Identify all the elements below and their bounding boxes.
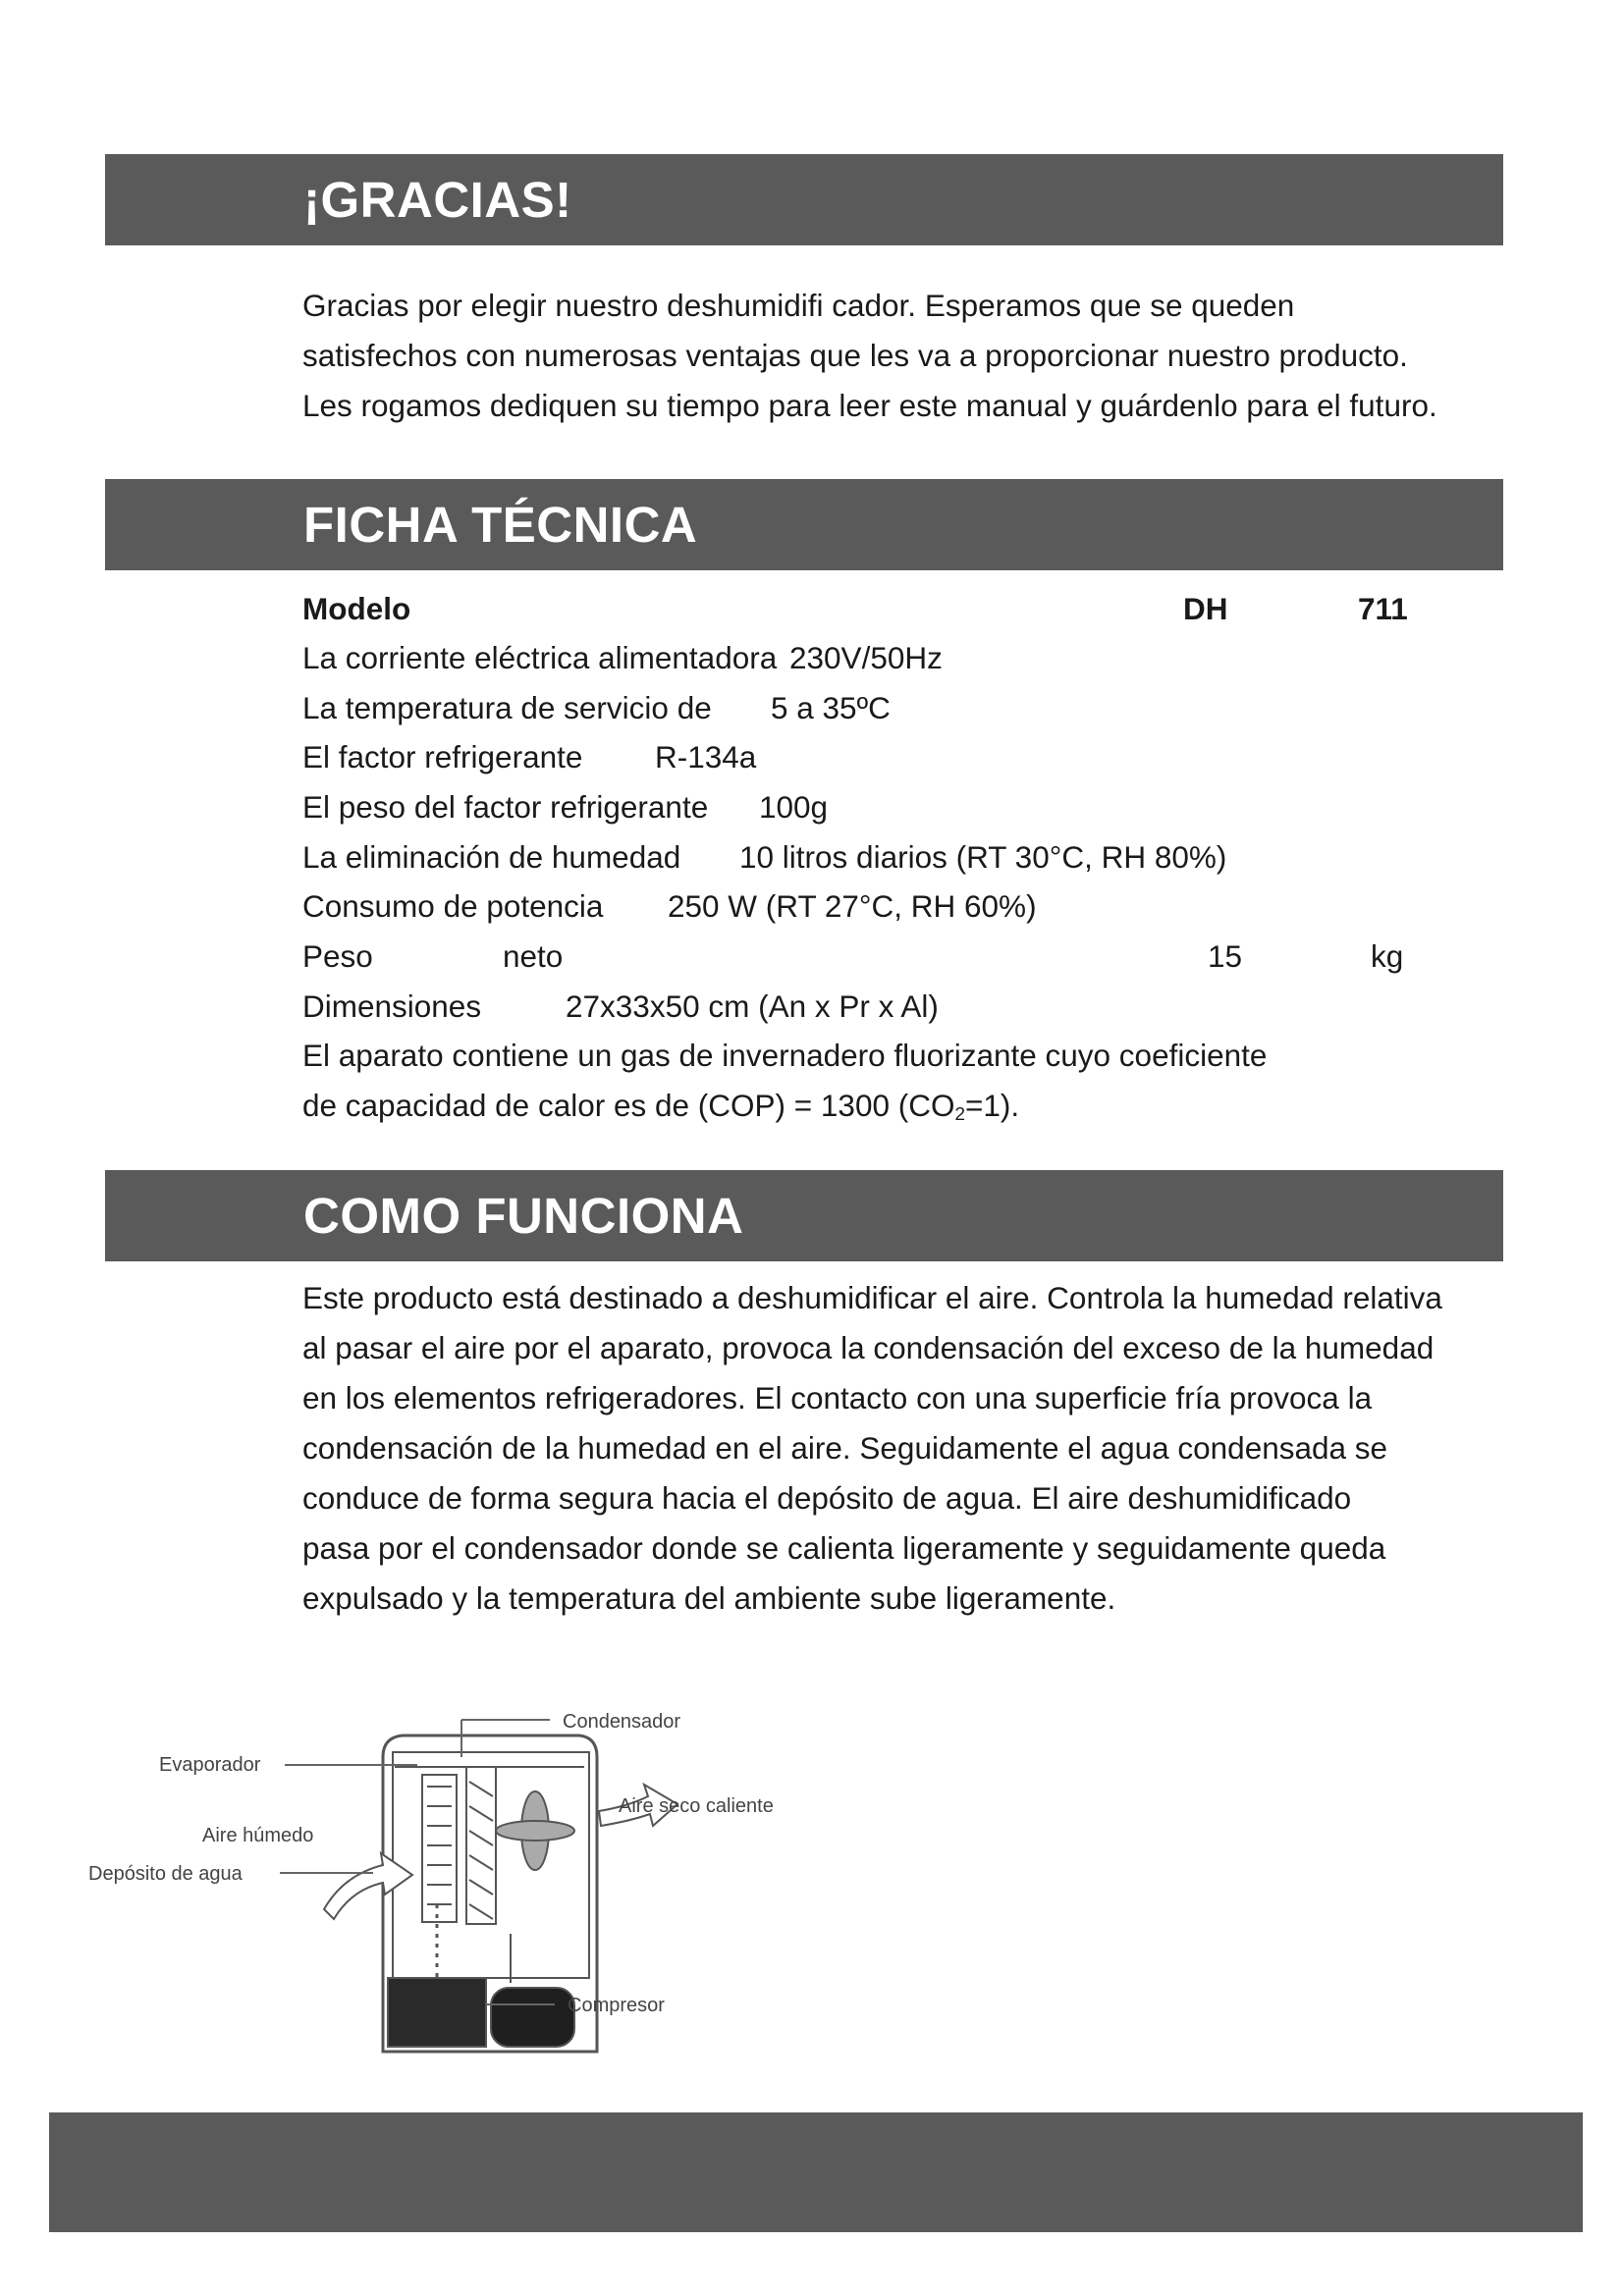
gracias-paragraph (302, 281, 1510, 431)
evaporator-coil (422, 1775, 457, 1922)
modelo-number: 711 (1358, 591, 1408, 626)
label-compresor: Compresor (568, 1995, 665, 2016)
spec-label: El factor refrigerante (302, 739, 583, 774)
co2-subscript: 2 (954, 1104, 965, 1125)
leader-lines (280, 1720, 555, 2004)
label-evaporador: Evaporador (159, 1754, 261, 1776)
condenser-coil (466, 1767, 496, 1924)
section-title-como: COMO FUNCIONA (303, 1188, 744, 1244)
spec-value: R-134a (655, 739, 757, 774)
gas-text-2 (302, 1086, 1019, 1135)
label-aire-seco: Aire seco caliente (619, 1795, 774, 1817)
gracias-line: satisfechos con numerosas ventajas que les va a proporcionar nuestro producto. (302, 338, 1408, 373)
dimensiones-value: 27x33x50 cm (An x Pr x Al) (566, 988, 939, 1024)
peso-unit: kg (1371, 938, 1404, 974)
modelo-label: Modelo (302, 591, 411, 626)
dehumidifier-diagram (88, 1698, 835, 2071)
section-title-ficha: FICHA TÉCNICA (303, 497, 698, 553)
footer-band (49, 2112, 1583, 2232)
water-tank (388, 1904, 486, 2047)
spec-value: 10 litros diarios (RT 30°C, RH 80%) (739, 839, 1227, 875)
como-line: condensación de la humedad en el aire. Seguidamente el agua condensada se (302, 1430, 1388, 1466)
spec-value: 5 a 35ºC (771, 690, 891, 725)
peso-value: 15 (1208, 938, 1243, 974)
spec-label: El peso del factor refrigerante (302, 789, 709, 825)
header-band-como (105, 1170, 1503, 1261)
modelo-brand: DH (1183, 591, 1228, 626)
label-condensador: Condensador (563, 1711, 681, 1733)
como-line: Este producto está destinado a deshumidificar el aire. Controla la humedad relativa (302, 1280, 1442, 1315)
gas-text-2b: =1). (965, 1088, 1020, 1123)
spec-value: 230V/50Hz (789, 640, 943, 675)
como-paragraph (302, 1273, 1510, 1624)
spec-value: 100g (759, 789, 829, 825)
section-title-gracias: ¡GRACIAS! (303, 172, 572, 228)
fan (496, 1791, 574, 1870)
label-deposito: Depósito de agua (88, 1863, 243, 1885)
spec-label: La corriente eléctrica alimentadora (302, 640, 778, 675)
como-line: expulsado y la temperatura del ambiente sube ligeramente. (302, 1580, 1116, 1616)
spec-label: Consumo de potencia (302, 888, 604, 924)
header-band-gracias (105, 154, 1503, 245)
dimensiones-label: Dimensiones (302, 988, 482, 1024)
peso-label: Peso (302, 938, 373, 974)
spec-label: La eliminación de humedad (302, 839, 681, 875)
label-aire-humedo: Aire húmedo (202, 1825, 314, 1846)
gracias-line: Gracias por elegir nuestro deshumidifi cador. Esperamos que se queden (302, 288, 1295, 323)
spec-value: 250 W (RT 27°C, RH 60%) (668, 888, 1037, 924)
como-line: conduce de forma segura hacia el depósito de agua. El aire deshumidificado (302, 1480, 1352, 1516)
compressor (491, 1934, 574, 2047)
spec-label: La temperatura de servicio de (302, 690, 712, 725)
gas-text-2a: de capacidad de calor es de (COP) = 1300 (CO (302, 1088, 955, 1123)
como-line: en los elementos refrigeradores. El contacto con una superficie fría provoca la (302, 1380, 1373, 1415)
como-line: al pasar el aire por el aparato, provoca la condensación del exceso de la humedad (302, 1330, 1435, 1365)
gracias-line: Les rogamos dediquen su tiempo para leer este manual y guárdenlo para el futuro. (302, 388, 1437, 423)
gas-text: El aparato contiene un gas de invernadero fluorizante cuyo coeficiente (302, 1038, 1268, 1073)
peso-sub: neto (503, 938, 564, 974)
header-band-ficha (105, 479, 1503, 570)
como-line: pasa por el condensador donde se calienta ligeramente y seguidamente queda (302, 1530, 1386, 1566)
